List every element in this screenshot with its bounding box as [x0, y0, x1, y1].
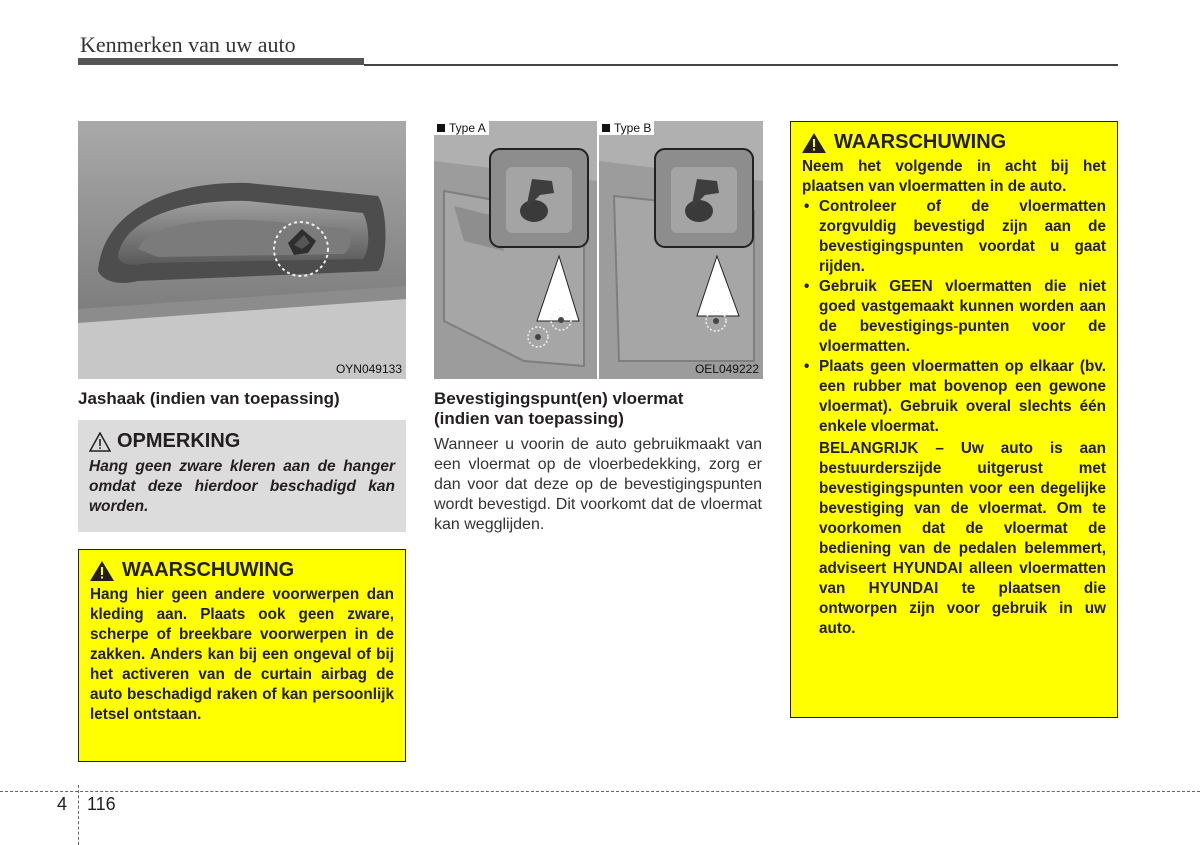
header-rule: [364, 64, 1118, 66]
warning-list: [802, 197, 1106, 437]
page-number: 116: [87, 794, 116, 814]
warning-title: [802, 131, 1106, 154]
caution-icon: [89, 432, 111, 452]
warning-title-text: WAARSCHUWING: [122, 559, 295, 581]
type-a-text: Type A: [449, 121, 486, 135]
note-box: [78, 420, 406, 532]
footer-rule: [0, 791, 1200, 792]
type-a-label: [434, 121, 489, 135]
square-icon: [437, 124, 445, 132]
footer-divider: [78, 785, 79, 845]
warning-body: [802, 157, 1106, 639]
square-icon: [602, 124, 610, 132]
coat-hook-illustration: [78, 121, 406, 379]
warning-title-text: WAARSCHUWING: [834, 131, 1007, 153]
warning-icon: [90, 561, 114, 581]
floor-mat-type-b-figure: [599, 121, 763, 379]
header-bar: [78, 58, 364, 65]
figure-code: OEL049222: [694, 362, 759, 376]
warning-intro: Neem het volgende in acht bij het plaatsen van vloermatten in de auto.: [802, 158, 1106, 195]
hyphen-mark: -: [953, 318, 959, 335]
list-item: [802, 277, 1106, 357]
warning-icon: [802, 133, 826, 153]
list-item-text: punten voor de vloermatten.: [819, 318, 1107, 355]
list-item: • Controleer of de vloermatten zorgvuldig bevestigd zijn aan de bevestigingspunten voordat u gaat rijden.: [802, 197, 1106, 277]
chapter-number: 4: [57, 794, 68, 814]
coat-hook-figure: [78, 121, 406, 379]
page-header-title: Kenmerken van uw auto: [80, 32, 296, 57]
note-body: Hang geen zware kleren aan de hanger omdat deze hierdoor beschadigd kan worden.: [89, 458, 395, 515]
note-title: [89, 430, 395, 453]
figure-code: OYN049133: [335, 362, 402, 376]
anchor-caption-line2: (indien van toepassing): [434, 409, 624, 428]
list-item: • Plaats geen vloermatten op elkaar (bv. een rubber mat bovenop een gewone vloermat). Gebruik overal slechts één enkele vloermat.: [802, 357, 1106, 437]
warning-box-right: [790, 121, 1118, 718]
warning-title: [90, 559, 394, 582]
type-b-text: Type B: [614, 121, 652, 135]
floor-mat-b-illustration: [599, 121, 763, 379]
warning-body: Hang hier geen andere voorwerpen dan kleding aan. Plaats ook geen zware, scherpe of breekbare voorwerpen in de zakken. Anders kan bij een ongeval of bij het activeren van de curtain airbag de auto beschadigd raken of kan persoonlijk letsel ontstaan.: [90, 586, 394, 723]
anchor-caption-line1: Bevestigingspunt(en) vloermat: [434, 389, 684, 408]
floor-mat-type-a-figure: [434, 121, 597, 379]
important-note: BELANGRIJK – Uw auto is aan bestuurderszijde uitgerust met bevestigingspunten voor een degelijke bevestiging van de vloermat. Om te voorkomen dat de vloermat de bediening van de pedalen belemmert, adviseert HYUNDAI alleen vloermatten van HYUNDAI te plaatsen die ontworpen zijn voor gebruik in uw auto.: [819, 440, 1106, 637]
note-title-text: OPMERKING: [117, 430, 241, 452]
type-b-label: [599, 121, 654, 135]
floor-mat-a-illustration: [434, 121, 597, 379]
list-item-text: Gebruik GEEN vloermatten die niet goed vastgemaakt kunnen worden aan de bevestigings: [819, 278, 1106, 335]
warning-box-left: [78, 549, 406, 762]
anchor-description: Wanneer u voorin de auto gebruikmaakt van een vloermat op de vloerbedekking, zorg er dan voor dat deze op de bevestigingspunten wordt bevestigd. Dit voorkomt dat de vloermat kan wegglijden.: [434, 436, 762, 533]
coat-hook-caption: Jashaak (indien van toepassing): [78, 389, 340, 408]
